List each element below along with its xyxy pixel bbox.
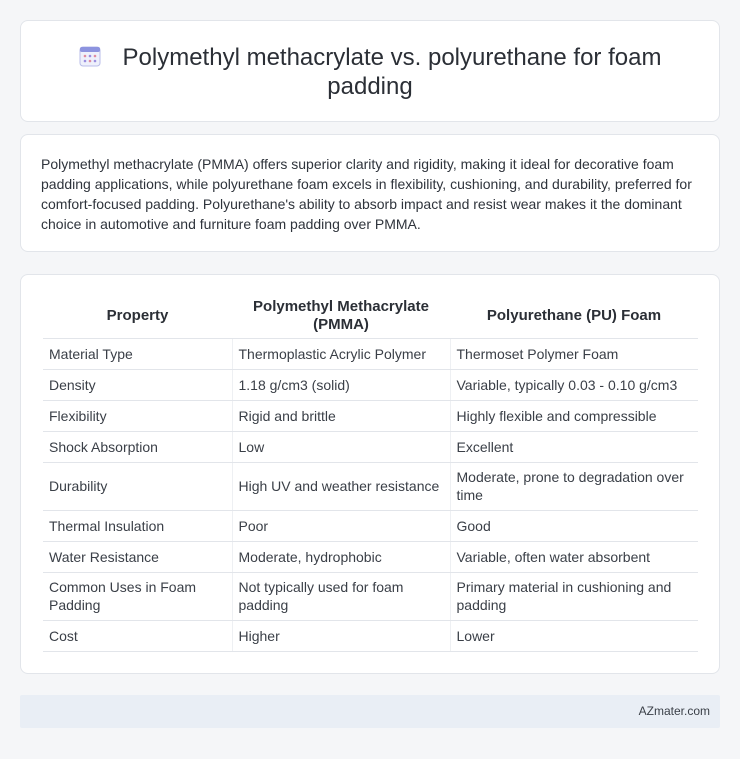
header-property: Property (43, 295, 232, 338)
row-pmma-value: Not typically used for foam padding (232, 572, 450, 620)
row-property: Common Uses in Foam Padding (43, 572, 232, 620)
table-row (43, 572, 698, 620)
row-property: Density (43, 369, 232, 400)
row-property: Durability (43, 462, 232, 510)
row-pmma-value: Low (232, 431, 450, 462)
page-title: Polymethyl methacrylate vs. polyurethane for foam padding (122, 44, 662, 100)
summary-card (20, 134, 720, 252)
title-wrap (61, 43, 679, 101)
row-property: Material Type (43, 338, 232, 369)
row-property: Cost (43, 620, 232, 651)
row-pmma-value: 1.18 g/cm3 (solid) (232, 369, 450, 400)
row-property: Thermal Insulation (43, 510, 232, 541)
row-pu-value: Lower (450, 620, 698, 651)
row-pu-value: Primary material in cushioning and padding (450, 572, 698, 620)
row-pmma-value: Poor (232, 510, 450, 541)
table-header-row (43, 295, 698, 338)
row-pu-value: Thermoset Polymer Foam (450, 338, 698, 369)
row-pmma-value: Rigid and brittle (232, 400, 450, 431)
table-row (43, 510, 698, 541)
table-row (43, 431, 698, 462)
row-pu-value: Variable, often water absorbent (450, 541, 698, 572)
row-property: Shock Absorption (43, 431, 232, 462)
row-pmma-value: Thermoplastic Acrylic Polymer (232, 338, 450, 369)
table-row (43, 369, 698, 400)
table-row (43, 462, 698, 510)
row-pu-value: Excellent (450, 431, 698, 462)
comparison-table (43, 295, 698, 652)
table-row (43, 338, 698, 369)
comparison-table-card (20, 274, 720, 674)
calendar-icon (79, 45, 101, 67)
row-pu-value: Moderate, prone to degradation over time (450, 462, 698, 510)
row-property: Water Resistance (43, 541, 232, 572)
row-pmma-value: Moderate, hydrophobic (232, 541, 450, 572)
header-pu-foam: Polyurethane (PU) Foam (450, 295, 698, 338)
footer-site-link[interactable]: AZmater.com (638, 704, 710, 718)
table-row (43, 620, 698, 651)
header-pmma: Polymethyl Methacrylate (PMMA) (232, 295, 450, 338)
table-row (43, 400, 698, 431)
table-row (43, 541, 698, 572)
row-pu-value: Variable, typically 0.03 - 0.10 g/cm3 (450, 369, 698, 400)
title-card (20, 20, 720, 122)
row-property: Flexibility (43, 400, 232, 431)
row-pmma-value: Higher (232, 620, 450, 651)
row-pmma-value: High UV and weather resistance (232, 462, 450, 510)
footer (20, 695, 720, 728)
row-pu-value: Highly flexible and compressible (450, 400, 698, 431)
summary-text: Polymethyl methacrylate (PMMA) offers superior clarity and rigidity, making it ideal for decorative foam padding applications, while polyurethane foam excels in flexibility, cushioning, and durability, preferred for comfort-focused padding. Polyurethane's ability to absorb impact and resist wear makes it the dominant choice in automotive and furniture foam padding over PMMA. (41, 156, 692, 232)
row-pu-value: Good (450, 510, 698, 541)
